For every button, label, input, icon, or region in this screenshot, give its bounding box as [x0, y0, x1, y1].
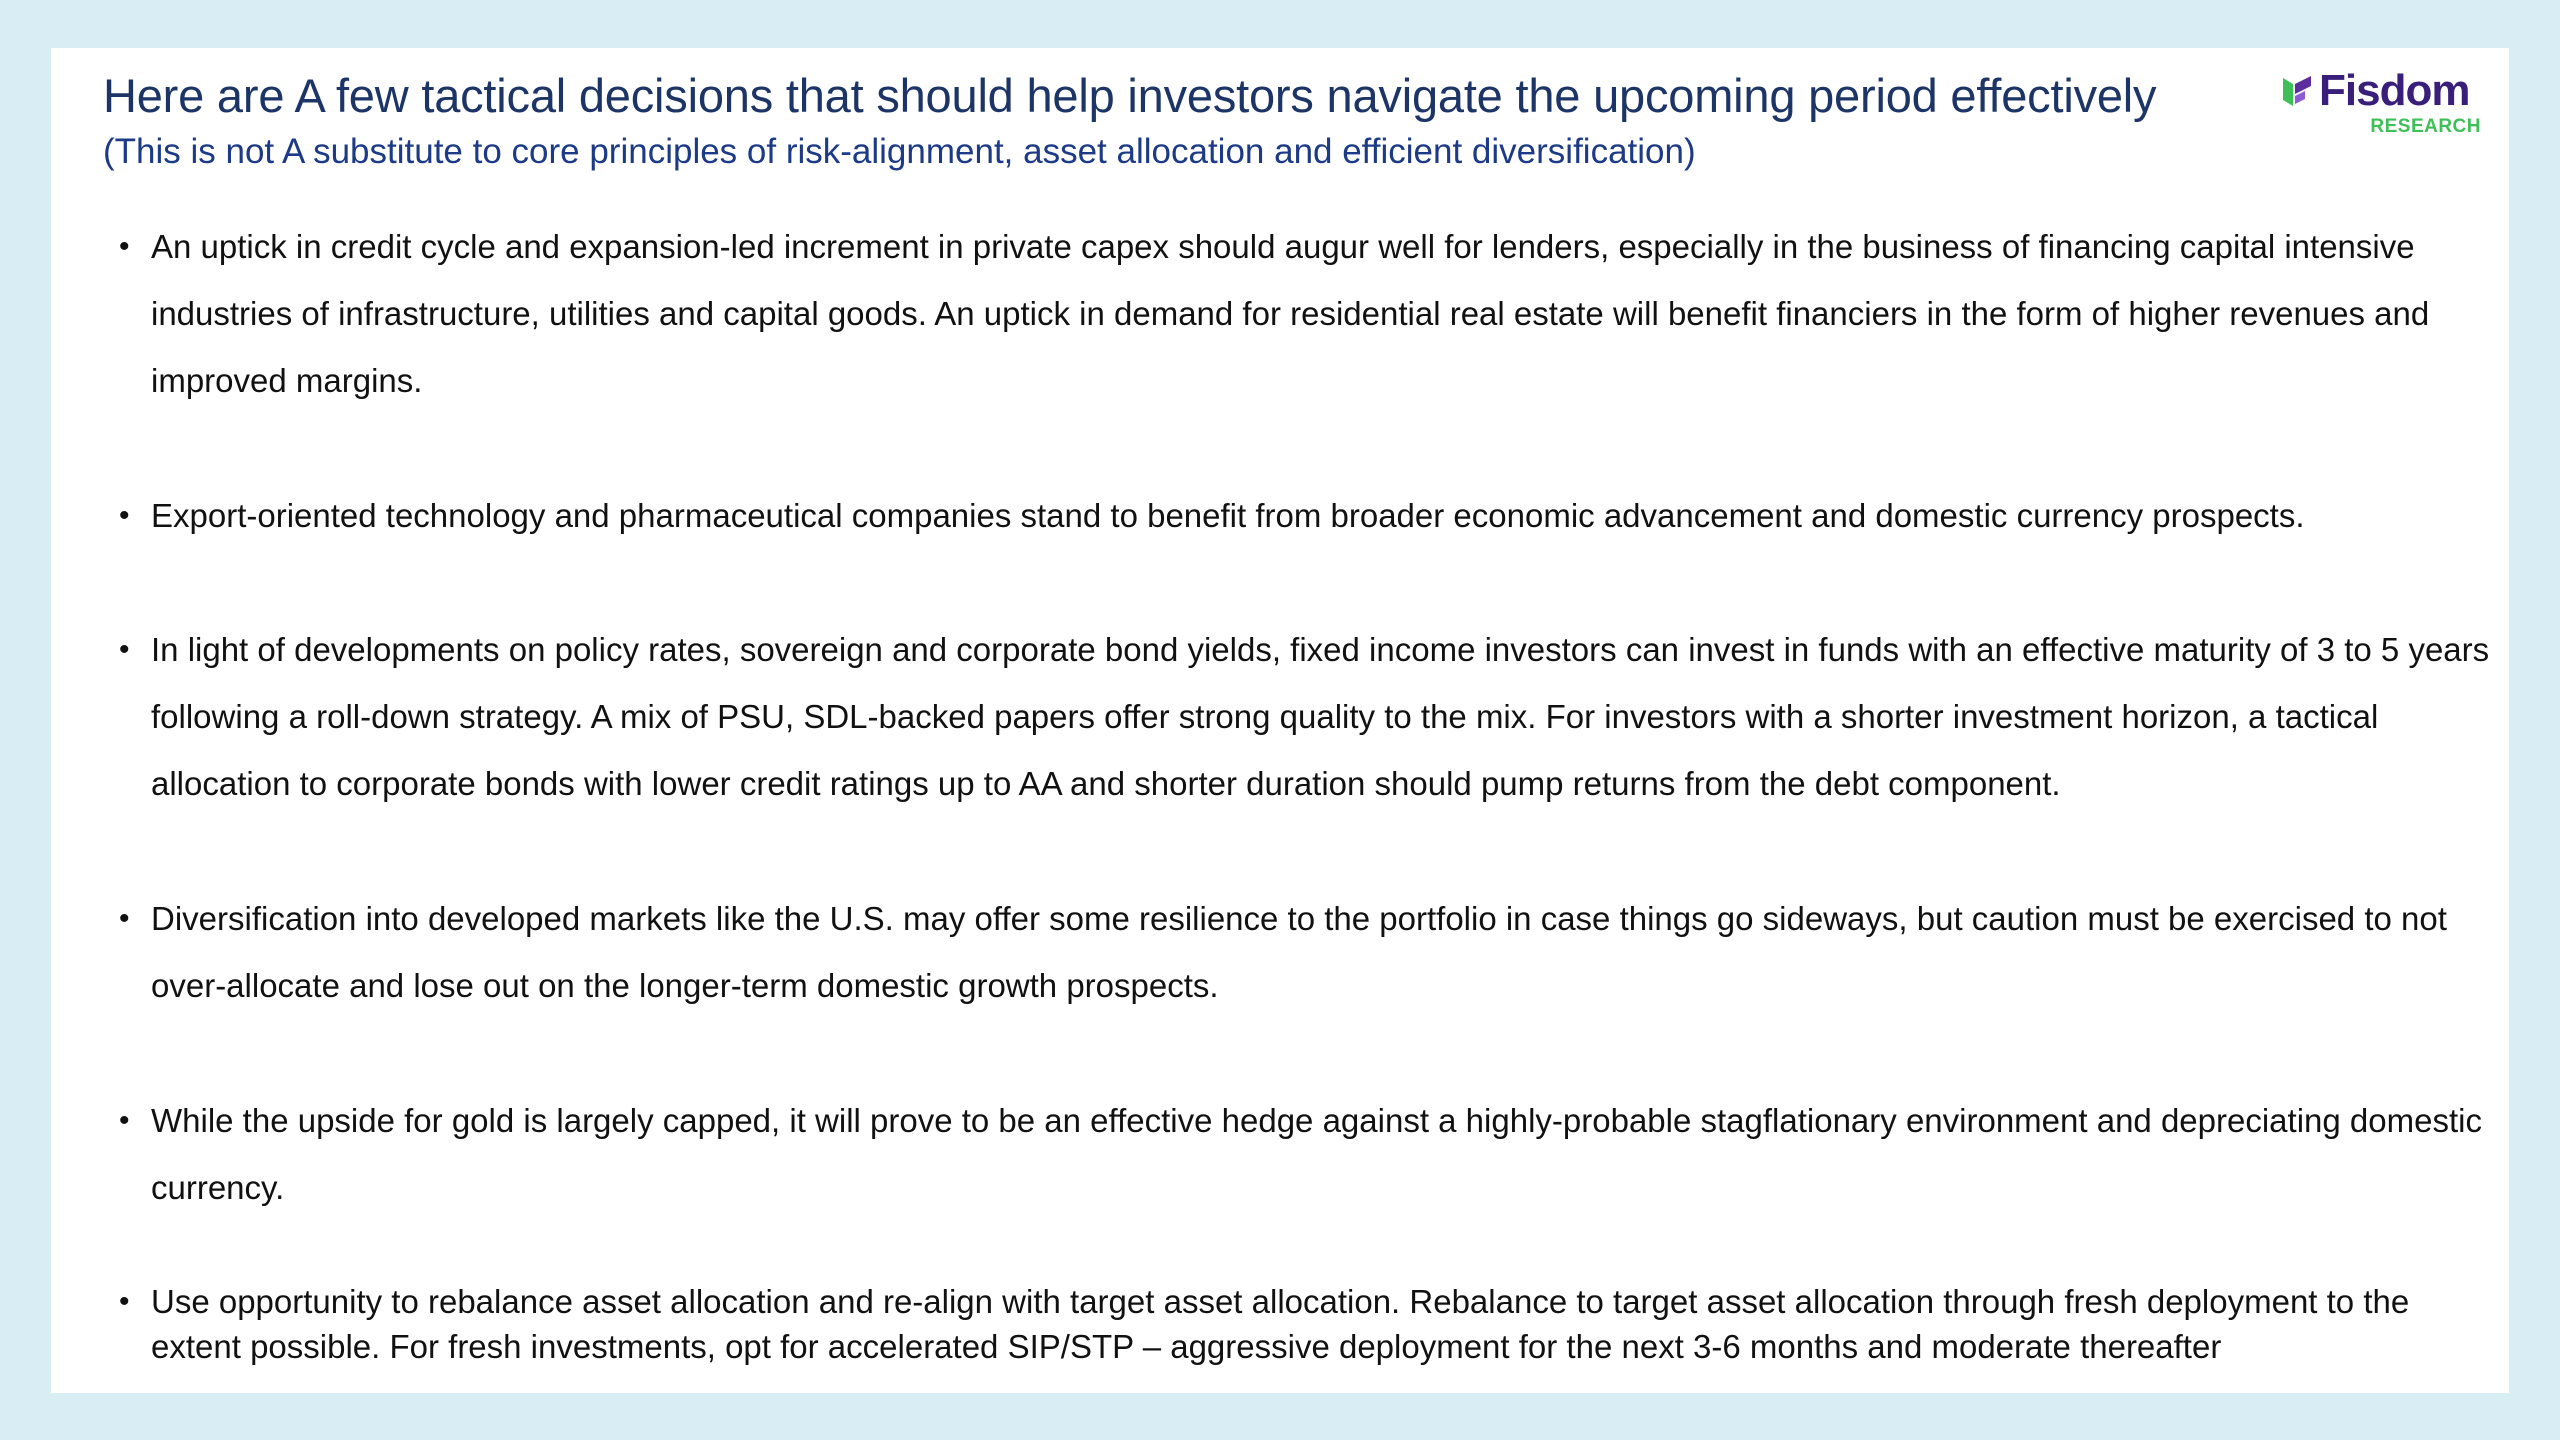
bullet-dot: • [119, 633, 130, 666]
list-item [119, 885, 2503, 1019]
list-item [119, 1087, 2503, 1221]
logo-tagline: RESEARCH [2370, 116, 2481, 137]
bullet-text: An uptick in credit cycle and expansion-led increment in private capex should augur well for lenders, especially in the business of financing capital intensive industries of infrastructure, utilities and capital goods. An uptick in demand for residential real estate will benefit financiers in the form of higher revenues and improved margins. [151, 228, 2430, 399]
page-subtitle: (This is not A substitute to core principles of risk-alignment, asset allocation and efficient diversification) [103, 132, 1696, 171]
page-title: Here are A few tactical decisions that should help investors navigate the upcoming period effectively [103, 69, 2157, 122]
logo-wordmark: Fisdom [2319, 66, 2470, 115]
bullet-list [51, 48, 2509, 1393]
bullet-dot: • [119, 902, 130, 935]
bullet-text: Diversification into developed markets like the U.S. may offer some resilience to the portfolio in case things go sideways, but caution must be exercised to not over-allocate and lose out on the longer-term domestic growth prospects. [151, 900, 2447, 1004]
bullet-text: Use opportunity to rebalance asset allocation and re-align with target asset allocation. Rebalance to target asset allocation through fresh deployment to the extent possible. For fresh investments, opt for accelerated SIP/STP – aggressive deployment for the next 3-6 months and moderate thereafter [151, 1283, 2410, 1365]
list-item [119, 482, 2503, 549]
bullet-dot: • [119, 1104, 130, 1137]
bullet-text: While the upside for gold is largely capped, it will prove to be an effective hedge against a highly-probable stagflationary environment and depreciating domestic currency. [151, 1102, 2482, 1206]
list-item [119, 213, 2503, 414]
bullet-text: Export-oriented technology and pharmaceutical companies stand to benefit from broader economic advancement and domestic currency prospects. [151, 497, 2305, 534]
bullet-text: In light of developments on policy rates, sovereign and corporate bond yields, fixed income investors can invest in funds with an effective maturity of 3 to 5 years following a roll-down strategy. A mix of PSU, SDL-backed papers offer strong quality to the mix. For investors with a shorter investment horizon, a tactical allocation to corporate bonds with lower credit ratings up to AA and shorter duration should pump returns from the debt component. [151, 631, 2490, 802]
list-item [119, 616, 2503, 817]
bullet-dot: • [119, 230, 130, 263]
bullet-dot: • [119, 1285, 130, 1318]
list-item [119, 1279, 2503, 1369]
slide [51, 48, 2509, 1393]
bullet-dot: • [119, 499, 130, 532]
